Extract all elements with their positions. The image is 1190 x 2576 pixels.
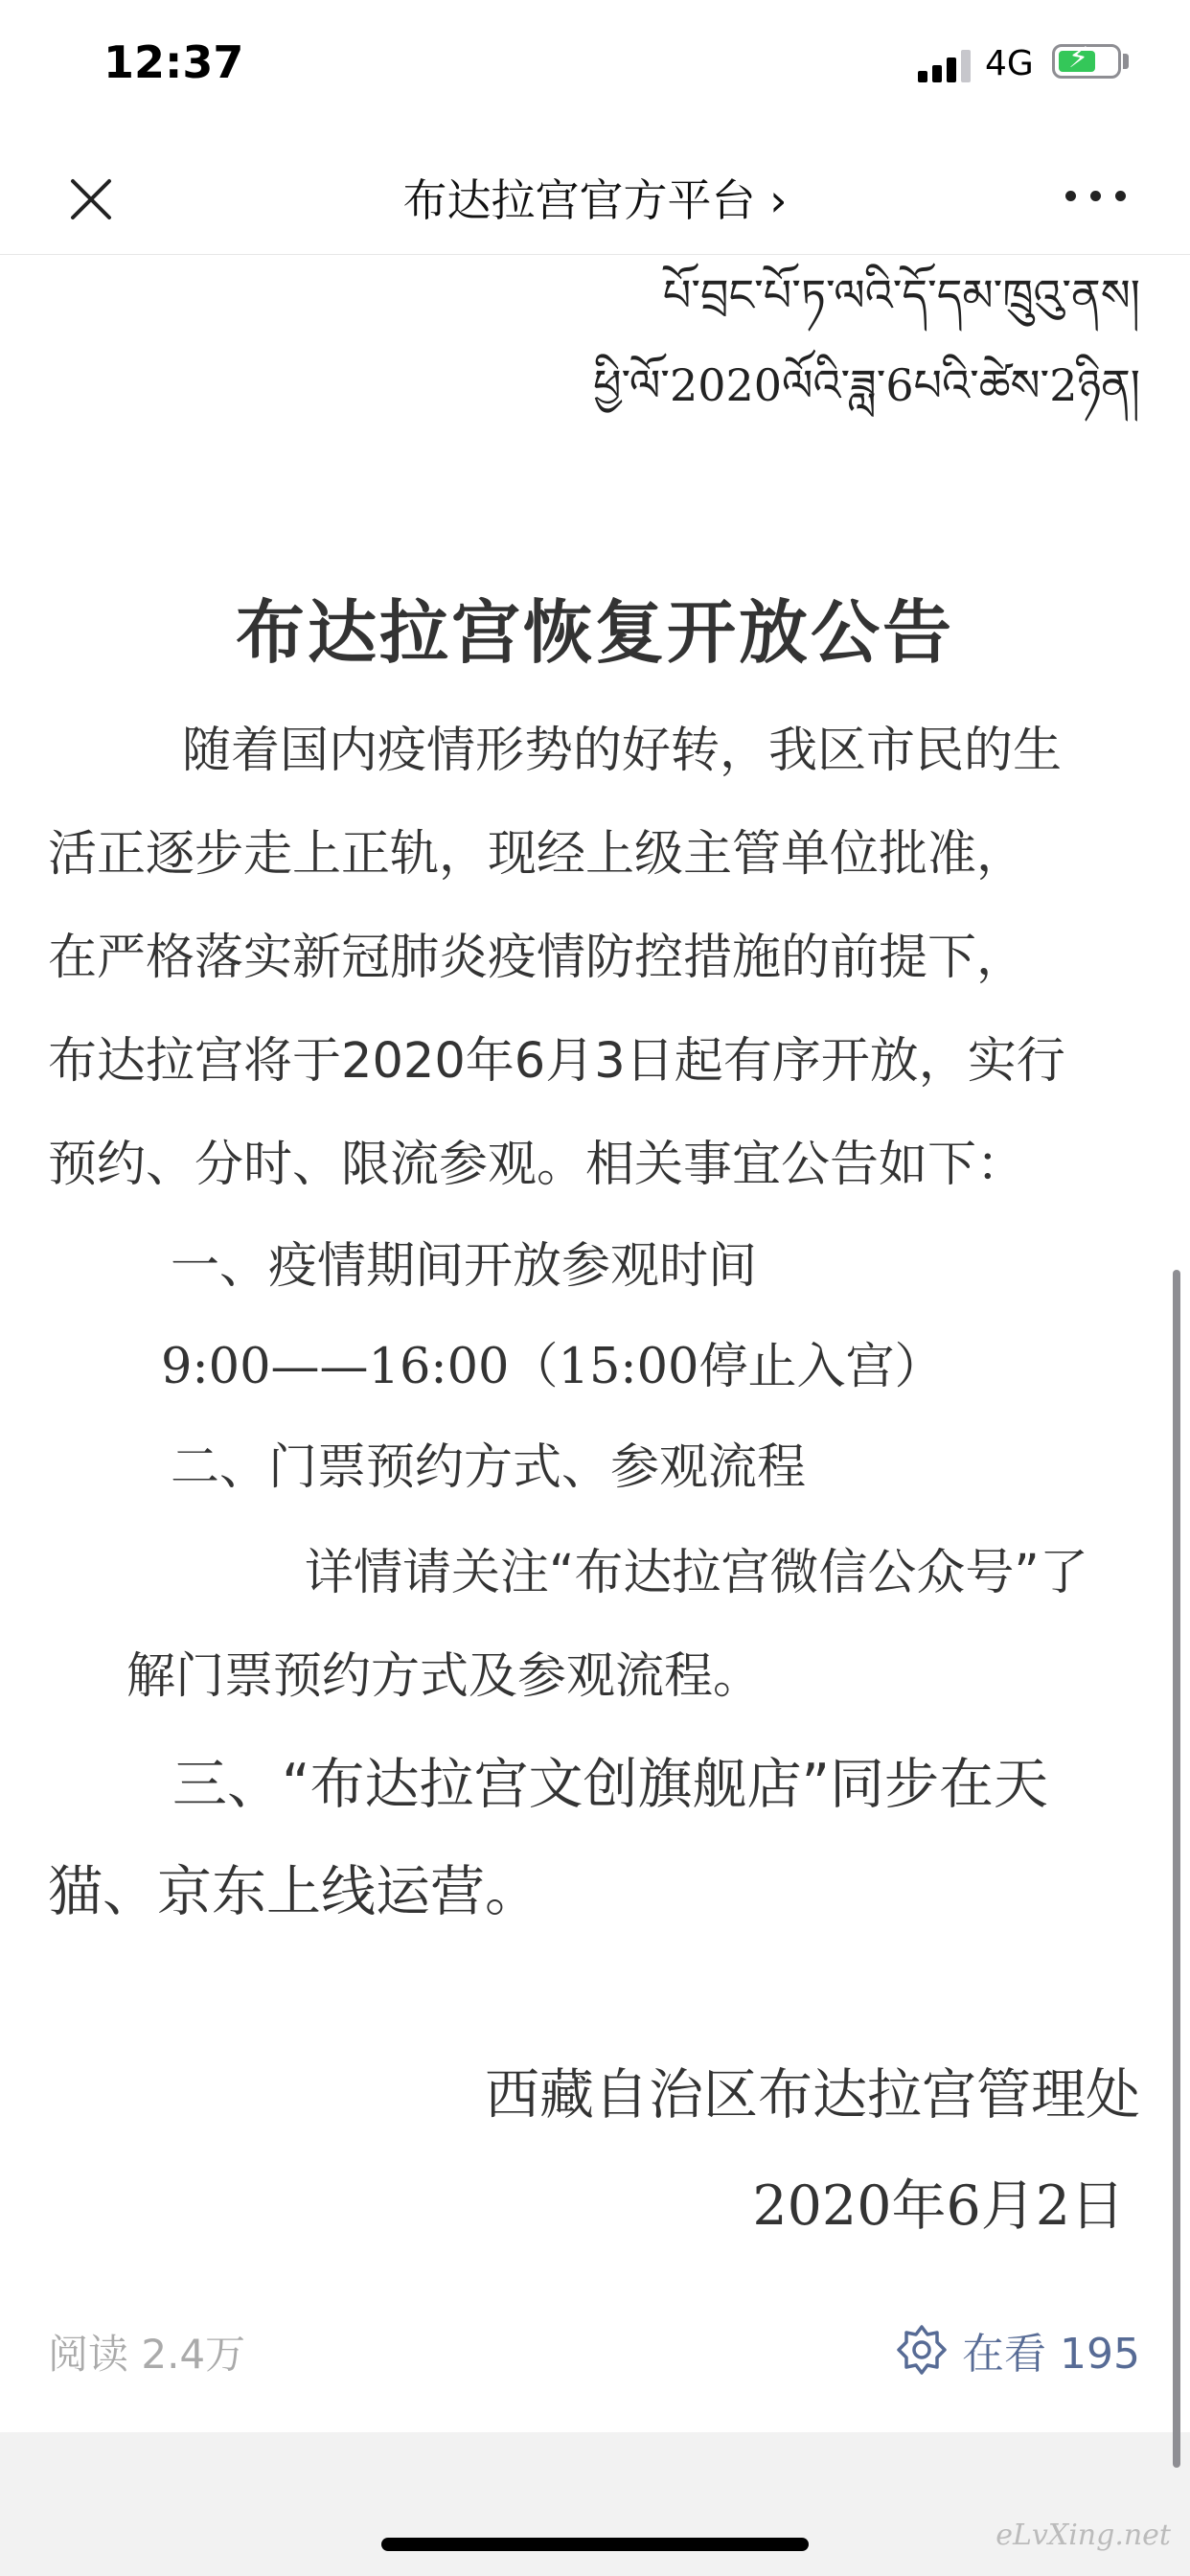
- nav-bar: [0, 129, 1190, 255]
- watching-button[interactable]: [895, 2319, 1140, 2380]
- signature-date: 2020年6月2日: [752, 2174, 1125, 2238]
- para-line: 活正逐步走上正轨，现经上级主管单位批准，: [48, 826, 1026, 883]
- item1-title: 一、疫情期间开放参观时间: [171, 1238, 758, 1295]
- signature-org: 西藏自治区布达拉宫管理处: [485, 2063, 1140, 2127]
- para-line: 预约、分时、限流参观。相关事宜公告如下：: [48, 1137, 1026, 1193]
- status-bar: [0, 0, 1190, 129]
- network-type: 4G: [985, 44, 1034, 83]
- close-button[interactable]: [57, 166, 125, 233]
- wow-icon: [895, 2323, 949, 2377]
- item2-title: 二、门票预约方式、参观流程: [171, 1439, 807, 1496]
- item1-time: 9:00——16:00（15:00停止入宫）: [161, 1339, 944, 1395]
- more-button[interactable]: [1060, 172, 1136, 219]
- watching-count: 在看 195: [962, 2330, 1140, 2379]
- item3-line: 猫、京东上线运营。: [48, 1860, 539, 1923]
- watermark: eLvXing.net: [995, 2518, 1171, 2552]
- item2-line: 详情请关注“布达拉宫微信公众号”了: [305, 1545, 1088, 1601]
- signal-icon: [918, 48, 973, 82]
- close-icon: [57, 166, 125, 233]
- battery-icon: ⚡: [1052, 44, 1121, 79]
- tibetan-line-1: པོ་བྲང་པོ་ཏ་ལའི་དོ་དམ་ཁྲུའུ་ནས།: [662, 269, 1140, 321]
- footer-area: [0, 2432, 1190, 2576]
- status-time: 12:37: [103, 36, 244, 88]
- battery-cap: [1123, 54, 1129, 69]
- account-title-link[interactable]: 布达拉宫官方平台 ›: [402, 174, 788, 226]
- scrollbar[interactable]: [1173, 1270, 1180, 2468]
- home-indicator[interactable]: [381, 2538, 809, 2551]
- read-count: 阅读 2.4万: [48, 2331, 246, 2378]
- item2-line: 解门票预约方式及参观流程。: [126, 1648, 763, 1705]
- para-line: 布达拉宫将于2020年6月3日起有序开放，实行: [48, 1033, 1065, 1090]
- article-title: 布达拉宫恢复开放公告: [235, 592, 954, 673]
- item3-line: 三、“布达拉宫文创旗舰店”同步在天: [172, 1753, 1049, 1816]
- tibetan-line-2: ཕྱི་ལོ་2020ལོའི་ཟླ་6པའི་ཚེས་2ཉིན།: [593, 359, 1140, 411]
- para-line: 随着国内疫情形势的好转，我区市民的生: [182, 723, 1063, 779]
- para-line: 在严格落实新冠肺炎疫情防控措施的前提下，: [48, 930, 1026, 986]
